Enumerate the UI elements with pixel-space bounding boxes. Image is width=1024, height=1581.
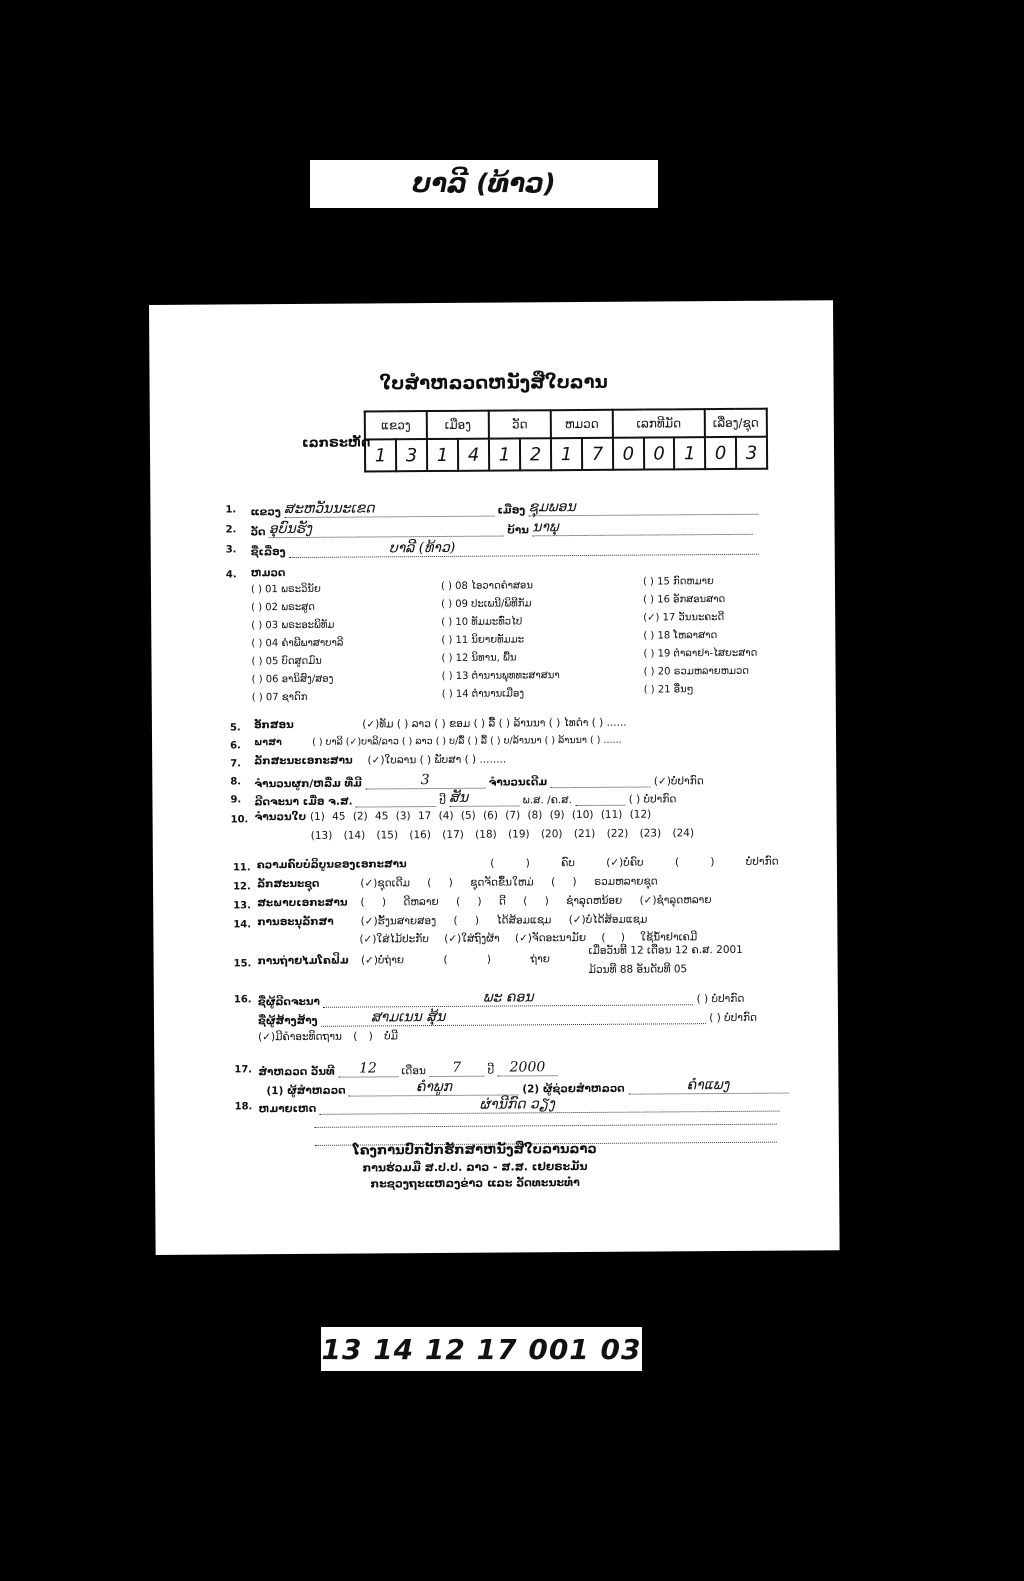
document-type-label: ລັກສະນະເອກະສານ [254,754,353,768]
sponsor-option: ( ) ບໍ່ປາກົດ [709,1011,758,1025]
condition-row [257,894,711,909]
register-digit: 1 [427,439,458,471]
row-number: 12. [233,881,251,893]
script-label: ອັກສອນ [253,718,294,732]
title-label: ຊື່ເລື່ອງ [250,546,286,559]
inscription-be-label: ພ.ສ. /ຄ.ສ. [522,794,573,807]
category-option: ( ) 16 ອັກສອນສາດ [643,593,726,606]
register-code-label: ເລກຣະຫັດ [301,435,371,451]
completeness-label: ຄວາມຄົບບໍລິບູນຂອງເອກະສານ [256,858,407,872]
category-option: ( ) 14 ຕຳນານເມືອງ [441,688,525,700]
title-row [251,538,759,559]
inscription-be-value [575,805,625,806]
category-option: ( ) 15 ກົດຫມາຍ [642,576,714,588]
village-label: ບ້ານ [507,524,529,537]
microfilm-options: (✓)ບໍ່ຖ່າຍ ( ) ຖ່າຍ [360,953,551,967]
scribe-value: ພະ ຄອນ [323,988,693,1008]
register-digit: 0 [705,437,736,469]
category-option: ( ) 12 ນິທານ, ພື້ນ [441,652,517,664]
category-option: ( ) 05 ບົດສູດມົນ [251,655,322,668]
category-option: ( ) 02 ພຣະສູດ [251,601,315,614]
microfilm-roll: ມ້ວນທີ 88 ອັນດັບທີ 05 [588,963,688,976]
row-number: 7. [230,758,242,770]
row-number: 17. [234,1064,253,1076]
row-number: 8. [230,776,242,788]
original-count-label: ຈຳນວນເດີມ [488,776,548,789]
survey-year: 2000 [497,1059,557,1076]
register-header: ເມືອງ [427,411,489,439]
category-option: ( ) 11 ນິຍາຍທັມມະ [441,634,525,646]
register-digit: 1 [365,439,396,471]
survey-month: 7 [429,1060,484,1077]
category-option: ( ) 18 ໂຫລາສາດ [643,630,718,642]
microfilm-label: ການຖ່າຍໄມໂຄຟິມ [257,954,349,968]
document-type-row [254,754,506,768]
script-options: (✓)ທັມ ( ) ລາວ ( ) ຂອມ ( ) ລື້ ( ) ລ້ານນາ ( ) ໄທດຳ ( ) ...... [362,716,627,731]
condition-label: ສະພາບເອກະສານ [257,896,348,910]
survey-month-label: ເດືອນ [401,1065,426,1078]
survey-year-label: ປີ [487,1064,495,1077]
language-options: ( ) ບາລີ (✓)ບາລີ/ລາວ ( ) ລາວ ( ) ບ/ລື້ ( ) ລື້ ( ) ບ/ລ້ານນາ ( ) ລ້ານນາ ( ) ...... [312,734,622,748]
top-title-label: ບາລີ (ທ້າວ) [310,160,658,208]
scribe-label: ຊື່ຜູ້ລີດຈະນາ [257,995,320,1009]
row-number: 3. [225,544,237,556]
assistant-value: ຄຳແພງ [628,1077,788,1095]
remarks-extra-line [315,1113,777,1128]
remarks-label: ຫມາຍເຫດ [258,1102,317,1116]
leaf-count-line2: (13) (14) (15) (16) (17) (18) (19) (20) (21) (22) (23) (24) [310,827,695,842]
category-option: ( ) 10 ທັມມະທົ່ວໄປ [441,616,523,628]
completeness-options: ( ) ຄົບ (✓)ບໍ່ຄົບ ( ) ບໍ່ປາກົດ [490,855,779,870]
register-digit: 4 [458,439,489,471]
survey-day: 12 [338,1060,398,1077]
row-number: 14. [233,919,252,931]
set-character-row [257,875,658,890]
register-digit: 0 [613,438,644,470]
category-option: ( ) 21 ອື່ນໆ [643,684,694,696]
category-option: ( ) 04 ຄຳພີພາສາບາລີ [251,637,344,650]
footer-project: ໂຄງການປົກປັກຮັກສາຫນັງສືໃບລານລາວ [353,1141,597,1159]
row-number: 13. [233,900,251,912]
row-number: 2. [225,524,237,536]
temple-value: ອຸບົນຮັງ [269,520,504,539]
preservation-label: ການອະນຸລັກສາ [257,915,334,929]
leaf-count-label: ຈຳນວນໃບ [254,810,307,824]
inscription-year-value: ສັນ [449,789,519,806]
set-character-label: ລັກສະນະຊຸດ [257,877,320,891]
fascicle-count-row [254,770,704,790]
bottom-code-label: 13 14 12 17 001 03 [321,1327,642,1371]
register-header: ເລກທີມັດ [613,409,705,438]
register-digit: 7 [582,438,613,470]
category-option: (✓) 17 ວັນນະຄະດີ [643,611,725,624]
category-option: ( ) 06 ອານິສົງ/ສອງ [251,673,334,686]
script-row [254,717,627,732]
set-character-options: (✓)ຊຸດເດີມ ( ) ຊຸດຈັດຂຶ້ນໃຫມ່ ( ) ຣວມຫລາຍຊຸດ [360,875,658,890]
province-row [250,498,758,519]
condition-options: ( ) ດີຫລາຍ ( ) ດີ ( ) ຊຳລຸດຫນ້ອຍ (✓)ຊຳລຸດຫລາຍ [360,894,712,909]
sponsor-row [258,1007,757,1027]
temple-row [251,518,753,539]
row-number: 6. [230,740,241,752]
row-number: 15. [233,958,252,970]
category-option: ( ) 13 ຕຳນານພຸທທະສາສນາ [441,670,560,682]
language-row [254,735,622,749]
register-header: ວັດ [489,410,551,438]
inscription-date-label: ລີດຈະນາ ເມື່ອ ຈ.ສ. [254,795,353,809]
survey-date-label: ສຳຫລວດ ວັນທີ [258,1065,335,1079]
province-label: ແຂວງ [250,506,281,519]
row-number: 1. [225,504,237,516]
language-label: ພາສາ [254,737,282,749]
category-label: ຫມວດ [250,567,286,580]
row-number: 5. [229,722,241,734]
sponsor-value: ສາມເນນ ສຸ້ນ [321,1007,706,1027]
footer-ministry: ກະຊວງຖະແຫລງຂ່າວ ແລະ ວັດທະນະທຳ [370,1176,580,1191]
register-header: ເລື່ອງ/ຊຸດ [705,409,767,437]
title-value: ບາລີ (ທ້າວ) [289,538,759,558]
category-option: ( ) 08 ໄອວາດຄຳສອນ [440,580,533,592]
register-header: ຫມວດ [551,410,613,438]
scribe-option: ( ) ບໍ່ປາກົດ [696,992,745,1006]
surveyor-row [266,1077,788,1098]
inscription-date-option: ( ) ບໍ່ປາກົດ [628,793,677,806]
register-digit: 1 [551,438,582,470]
preservation-options-2: (✓)ໃສ່ໄມ້ປະກັບ (✓)ໃສ່ຖົງຜ້າ (✓)ຈັດອະນາມັຍ ( ) ໃຊ້ນ້ຳຢາເຄມີ [359,931,698,946]
category-option: ( ) 19 ຕຳລາຢາ-ໄສຍະສາດ [643,647,758,660]
category-option: ( ) 07 ຊາດົກ [251,691,308,704]
province-value: ສະຫວັນນະເຂດ [284,500,494,518]
fascicle-count-value: 3 [365,772,485,790]
row-number: 16. [233,994,252,1006]
row-number: 11. [232,862,251,874]
fascicle-count-label: ຈຳນວນຜູກ/ຫລື່ມ ທີ່ມີ [254,777,362,791]
surveyor-value: ຄຳພູກ [349,1078,519,1096]
preservation-row [257,914,647,929]
register-header: ແຂວງ [365,411,427,439]
survey-date-row [258,1059,557,1078]
register-digit: 1 [674,437,705,469]
village-value: ນາພຸ [532,518,752,537]
register-digit: 3 [396,439,427,471]
sponsor-label: ຊື່ຜູ້ສ້າງສ້າງ [257,1014,318,1028]
scribe-row [258,988,745,1008]
inscription-date-row [254,788,676,808]
row-number: 4. [225,569,237,581]
row-number: 10. [230,814,249,826]
register-digit: 1 [489,438,520,470]
completeness-row [257,856,779,872]
register-digit: 2 [520,438,551,470]
assistant-label: (2) ຜູ້ຊ່ວຍສຳຫລວດ [522,1082,625,1096]
form-title: ໃບສຳຫລວດຫນັງສືໃບລານ [379,371,608,395]
category-option: ( ) 20 ຣວມຫລາຍຫມວດ [643,665,750,678]
prayer-options: (✓)ມີຄຳອະທິດຖານ ( ) ບໍ່ມີ [258,1030,399,1044]
footer-cooperation: ການຮ່ວມມື ສ.ປ.ປ. ລາວ - ສ.ສ. ເຢຍຣະມັນ [362,1159,588,1175]
surveyor-label: (1) ຜູ້ສຳຫລວດ [266,1084,346,1098]
row-number: 9. [230,794,242,806]
category-option: ( ) 09 ປະເພນີ/ພິທີກັມ [441,598,532,610]
district-label: ເມືອງ [497,504,526,517]
category-option: ( ) 03 ພຣະອະພິທັມ [251,619,335,632]
leaf-count-line1: (1) 45 (2) 45 (3) 17 (4) (5) (6) (7) (8) (9) (10) (11) (12) [309,808,652,823]
original-count-option: (✓)ບໍ່ປາກົດ [653,775,704,788]
row-number: 18. [234,1101,253,1113]
preservation-options-1: (✓)ຮັ້ງນສາຍສອງ ( ) ໄດ້ສ້ອມແຊມ (✓)ບໍ່ໄດ້ສ້ອມແຊມ [360,913,648,928]
register-digit: 0 [644,437,675,469]
inscription-year-label: ປີ [439,794,446,807]
category-option: ( ) 01 ພຣະວິນັຍ [250,583,321,596]
temple-label: ວັດ [250,526,266,539]
register-digit: 3 [736,437,767,469]
leaf-count-row [255,809,652,824]
microfilm-date: ເມື່ອວັນທີ 12 ເດືອນ 12 ຄ.ສ. 2001 [588,943,743,957]
inscription-cs-value [356,806,436,808]
remarks-value: ຜ່ານີກົດ ວຽງ [320,1095,780,1115]
microfilm-row [258,953,550,967]
district-value: ຊຸມພອນ [529,498,759,517]
register-code-table [364,408,768,473]
document-type-options: (✓)ໃບລານ ( ) ພັບສາ ( ) ........ [367,753,507,767]
survey-form-sheet [149,300,840,1255]
